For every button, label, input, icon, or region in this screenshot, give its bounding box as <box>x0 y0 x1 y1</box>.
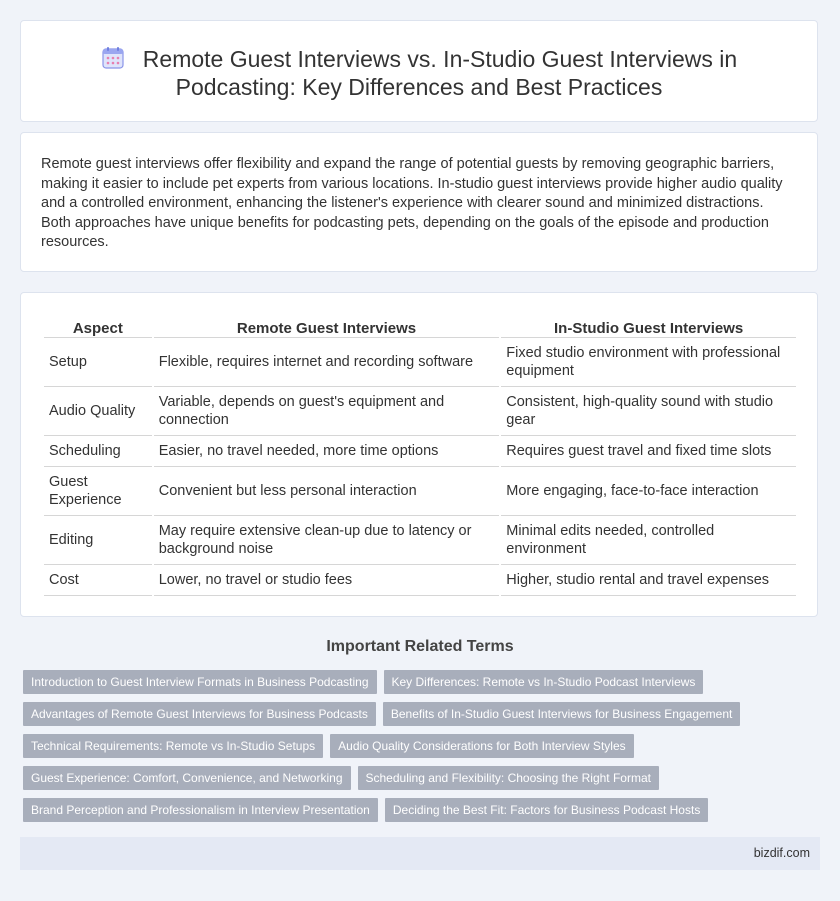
related-terms-title: Important Related Terms <box>326 638 514 655</box>
comparison-table <box>42 315 798 596</box>
header-in-studio: In-Studio Guest Interviews <box>501 315 796 338</box>
related-term-link[interactable]: Introduction to Guest Interview Formats in Business Podcasting <box>23 670 377 694</box>
calendar-icon <box>101 46 125 70</box>
intro-card <box>20 132 818 272</box>
row-in-studio: Fixed studio environment with professional equipment <box>501 338 796 387</box>
related-term-link[interactable]: Scheduling and Flexibility: Choosing the Right Format <box>358 766 659 790</box>
table-row <box>44 467 796 516</box>
row-aspect: Cost <box>44 565 152 596</box>
page-title <box>61 45 777 101</box>
table-row <box>44 338 796 387</box>
related-term-link[interactable]: Guest Experience: Comfort, Convenience, and Networking <box>23 766 351 790</box>
tag-row <box>23 734 823 758</box>
tag-row <box>23 702 823 726</box>
row-remote: Flexible, requires internet and recording software <box>154 338 500 387</box>
row-aspect: Editing <box>44 516 152 565</box>
table-row <box>44 387 796 436</box>
tag-row <box>23 766 823 790</box>
tag-row <box>23 798 823 822</box>
row-in-studio: Higher, studio rental and travel expenses <box>501 565 796 596</box>
row-remote: Convenient but less personal interaction <box>154 467 500 516</box>
intro-text: Remote guest interviews offer flexibility and expand the range of potential guests by removing geographic barriers, making it easier to include pet experts from various locations. In-studio guest interviews provide higher audio quality and a controlled environment, enhancing the listener's experience with clearer sound and minimized distractions. Both approaches have unique benefits for podcasting pets, depending on the goals of the episode and production resources. <box>41 156 783 250</box>
related-term-link[interactable]: Key Differences: Remote vs In-Studio Podcast Interviews <box>384 670 704 694</box>
row-in-studio: More engaging, face-to-face interaction <box>501 467 796 516</box>
related-term-link[interactable]: Benefits of In-Studio Guest Interviews for Business Engagement <box>383 702 741 726</box>
footer <box>20 837 820 870</box>
row-in-studio: Minimal edits needed, controlled environment <box>501 516 796 565</box>
table-row <box>44 565 796 596</box>
table-header-row <box>44 315 796 338</box>
row-remote: May require extensive clean-up due to latency or background noise <box>154 516 500 565</box>
table-row <box>44 436 796 467</box>
row-in-studio: Consistent, high-quality sound with studio gear <box>501 387 796 436</box>
page-title-text: Remote Guest Interviews vs. In-Studio Guest Interviews in Podcasting: Key Differences and Best Practices <box>142 46 738 100</box>
related-term-link[interactable]: Audio Quality Considerations for Both Interview Styles <box>330 734 633 758</box>
related-terms-list <box>23 670 823 830</box>
related-term-link[interactable]: Brand Perception and Professionalism in Interview Presentation <box>23 798 378 822</box>
row-remote: Lower, no travel or studio fees <box>154 565 500 596</box>
tag-row <box>23 670 823 694</box>
row-remote: Easier, no travel needed, more time options <box>154 436 500 467</box>
header-remote: Remote Guest Interviews <box>154 315 500 338</box>
row-aspect: Audio Quality <box>44 387 152 436</box>
related-term-link[interactable]: Deciding the Best Fit: Factors for Business Podcast Hosts <box>385 798 708 822</box>
comparison-card <box>20 292 818 617</box>
related-term-link[interactable]: Technical Requirements: Remote vs In-Studio Setups <box>23 734 323 758</box>
footer-brand[interactable]: bizdif.com <box>753 846 810 860</box>
row-aspect: Setup <box>44 338 152 387</box>
header-card <box>20 20 818 122</box>
row-remote: Variable, depends on guest's equipment and connection <box>154 387 500 436</box>
row-aspect: Guest Experience <box>44 467 152 516</box>
table-row <box>44 516 796 565</box>
related-term-link[interactable]: Advantages of Remote Guest Interviews for Business Podcasts <box>23 702 376 726</box>
row-aspect: Scheduling <box>44 436 152 467</box>
row-in-studio: Requires guest travel and fixed time slots <box>501 436 796 467</box>
header-aspect: Aspect <box>44 315 152 338</box>
